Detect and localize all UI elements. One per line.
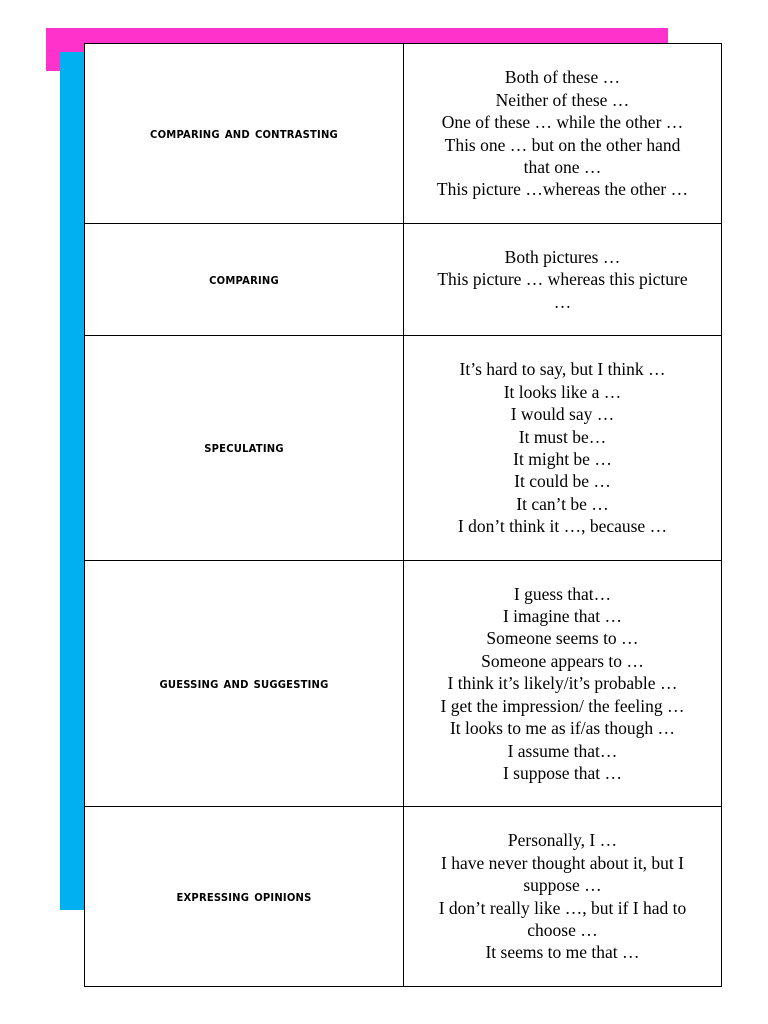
- phrase-line: Both pictures …: [504, 246, 621, 267]
- phrase-line: choose …: [527, 919, 598, 940]
- phrase-line: that one …: [523, 156, 602, 177]
- phrase-line: It might be …: [513, 449, 612, 469]
- phrase-line: It seems to me that …: [485, 942, 640, 963]
- table-row: [85, 336, 722, 561]
- phrase-line: This picture …whereas the other …: [436, 179, 689, 200]
- table-row: [85, 807, 722, 987]
- table-row: [85, 561, 722, 807]
- phrase-line: I have never thought about it, but I: [441, 852, 684, 873]
- function-label: guessing and suggesting: [159, 675, 329, 692]
- phrase-line: It looks like a …: [503, 381, 622, 402]
- phrase-line: It must be…: [518, 426, 607, 447]
- phrase-line: I guess that…: [513, 583, 612, 604]
- function-label: speculating: [204, 439, 284, 457]
- phrase-line: I get the impression/ the feeling …: [440, 695, 685, 716]
- phrase-line: This one … but on the other hand: [444, 134, 681, 155]
- function-cell: [85, 224, 404, 336]
- phrase-line: I would say …: [510, 404, 615, 425]
- phrase-table: [84, 43, 722, 987]
- phrase-line: suppose …: [523, 875, 602, 896]
- function-label: comparing and contrasting: [150, 125, 338, 142]
- function-cell: [85, 44, 404, 224]
- phrase-line: I don’t really like …, but if I had to: [438, 897, 687, 918]
- phrases-cell: [404, 224, 722, 336]
- phrase-line: One of these … while the other …: [441, 112, 684, 133]
- phrase-line: This picture … whereas this picture: [437, 269, 688, 290]
- phrase-line: Someone seems to …: [486, 628, 639, 649]
- phrase-line: …: [553, 291, 572, 312]
- phrase-line: Someone appears to …: [481, 650, 644, 671]
- table-row: [85, 44, 722, 224]
- phrase-line: Neither of these …: [495, 89, 630, 110]
- phrase-line: I assume that…: [507, 740, 618, 761]
- phrase-line: I don’t think it …, because …: [457, 516, 668, 537]
- function-cell: [85, 561, 404, 807]
- function-cell: [85, 807, 404, 987]
- phrase-line: It’s hard to say, but I think …: [459, 359, 666, 380]
- table-row: [85, 224, 722, 336]
- phrase-line: It looks to me as if/as though …: [449, 718, 676, 739]
- phrase-line: Personally, I …: [507, 830, 618, 851]
- phrase-line: It could be …: [514, 471, 611, 492]
- phrase-line: I suppose that …: [502, 762, 623, 783]
- phrases-cell: [404, 561, 722, 807]
- phrase-line: I think it’s likely/it’s probable …: [447, 673, 678, 694]
- function-label: expressing opinions: [176, 888, 312, 905]
- phrase-line: Both of these …: [504, 67, 621, 88]
- phrase-line: I imagine that …: [502, 606, 623, 627]
- phrases-cell: [404, 44, 722, 224]
- phrases-cell: [404, 807, 722, 987]
- phrase-line: It can’t be …: [516, 493, 609, 514]
- function-label: comparing: [209, 271, 279, 288]
- phrases-cell: [404, 336, 722, 561]
- function-cell: [85, 336, 404, 561]
